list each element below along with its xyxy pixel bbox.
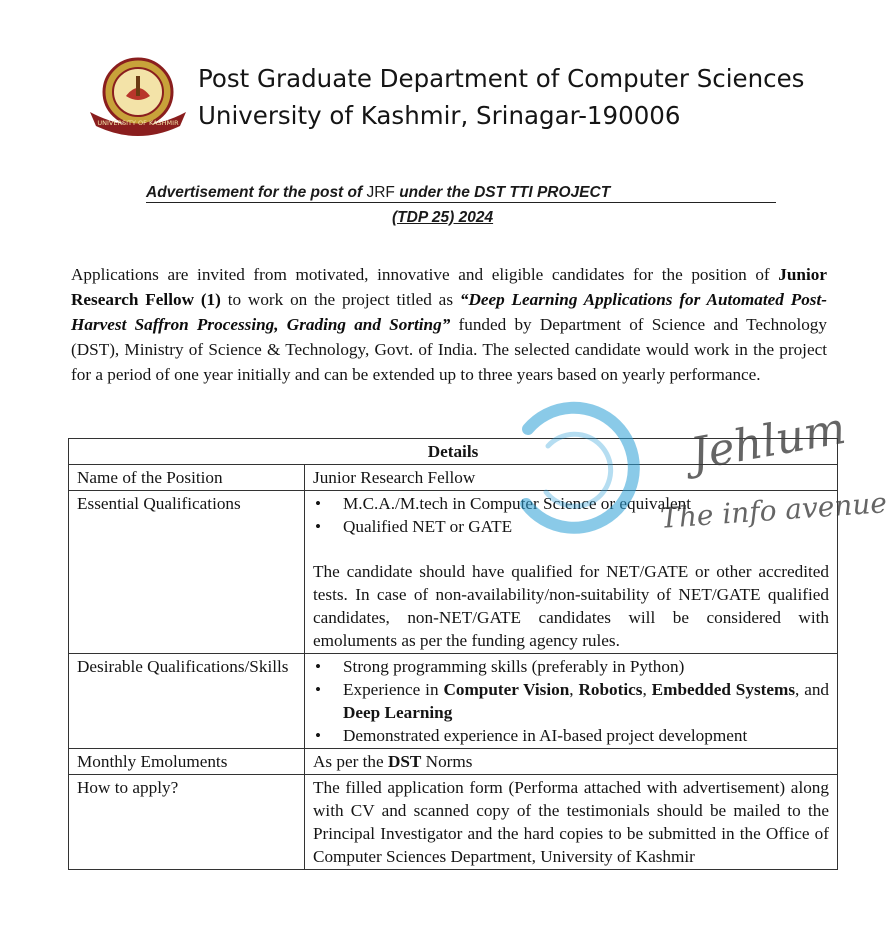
apply-value: The filled application form (Performa attached with advertisement) along with CV and scanned copy of the testimonials should be mailed to the Principal Investigator and the hard copies to be submitted in the Office of Computer Sciences Department, University of Kashmir	[305, 775, 838, 870]
watermark-brand: Jehlum	[686, 402, 850, 481]
advertisement-title-line2: (TDP 25) 2024	[392, 209, 494, 226]
university-address: University of Kashmir, Srinagar-190006	[198, 101, 681, 130]
post-name: JRF	[366, 184, 395, 201]
desirable-list	[313, 655, 829, 747]
watermark-tagline: The info avenue	[659, 486, 888, 535]
desirable-value	[305, 654, 838, 749]
table-row	[69, 749, 838, 775]
emoluments-label: Monthly Emoluments	[69, 749, 305, 775]
position-value: Junior Research Fellow	[305, 465, 838, 491]
position-count: Junior Research Fellow (1)	[71, 265, 827, 309]
essential-value	[305, 491, 838, 654]
svg-text:UNIVERSITY OF KASHMIR: UNIVERSITY OF KASHMIR	[97, 119, 179, 127]
department-heading	[198, 60, 804, 134]
list-item: • M.C.A./M.tech in Computer Science or equivalent	[313, 492, 829, 515]
apply-label: How to apply?	[69, 775, 305, 870]
table-header: Details	[69, 439, 838, 465]
table-row	[69, 775, 838, 870]
department-name: Post Graduate Department of Computer Sciences	[198, 64, 805, 93]
desirable-label: Desirable Qualifications/Skills	[69, 654, 305, 749]
list-item: • Demonstrated experience in AI-based project development	[313, 724, 829, 747]
intro-paragraph: Applications are invited from motivated, innovative and eligible candidates for the position of Junior Research Fellow (1) to work on the project titled as “Deep Learning Applications for Automated Post-Harvest Saffron Processing, Grading and Sorting” funded by Department of Science and Technology (DST), Ministry of Science & Technology, Govt. of India. The selected candidate would work in the project for a period of one year initially and can be extended up to three years based on yearly performance.	[71, 265, 827, 384]
university-seal-logo	[86, 54, 190, 138]
list-item: • Qualified NET or GATE	[313, 515, 829, 538]
table-row	[69, 491, 838, 654]
essential-label: Essential Qualifications	[69, 491, 305, 654]
project-title: “Deep Learning Applications for Automated Post-Harvest Saffron Processing, Grading and Sorting”	[71, 290, 827, 334]
advertisement-title-line1: Advertisement for the post of JRF under the DST TTI PROJECT	[146, 184, 776, 203]
table-row	[69, 654, 838, 749]
list-item: • Strong programming skills (preferably in Python)	[313, 655, 829, 678]
list-item: • Experience in Computer Vision, Robotics, Embedded Systems, and Deep Learning	[313, 678, 829, 724]
emoluments-value: As per the DST Norms	[305, 749, 838, 775]
table-header-row	[69, 439, 838, 465]
essential-list	[313, 492, 829, 538]
details-table	[68, 438, 838, 870]
table-row	[69, 465, 838, 491]
position-label: Name of the Position	[69, 465, 305, 491]
essential-note: The candidate should have qualified for NET/GATE or other accredited tests. In case of non-availability/non-suitability of NET/GATE qualified candidates, non-NET/GATE candidates will be considered with emoluments as per the funding agency rules.	[313, 562, 829, 650]
